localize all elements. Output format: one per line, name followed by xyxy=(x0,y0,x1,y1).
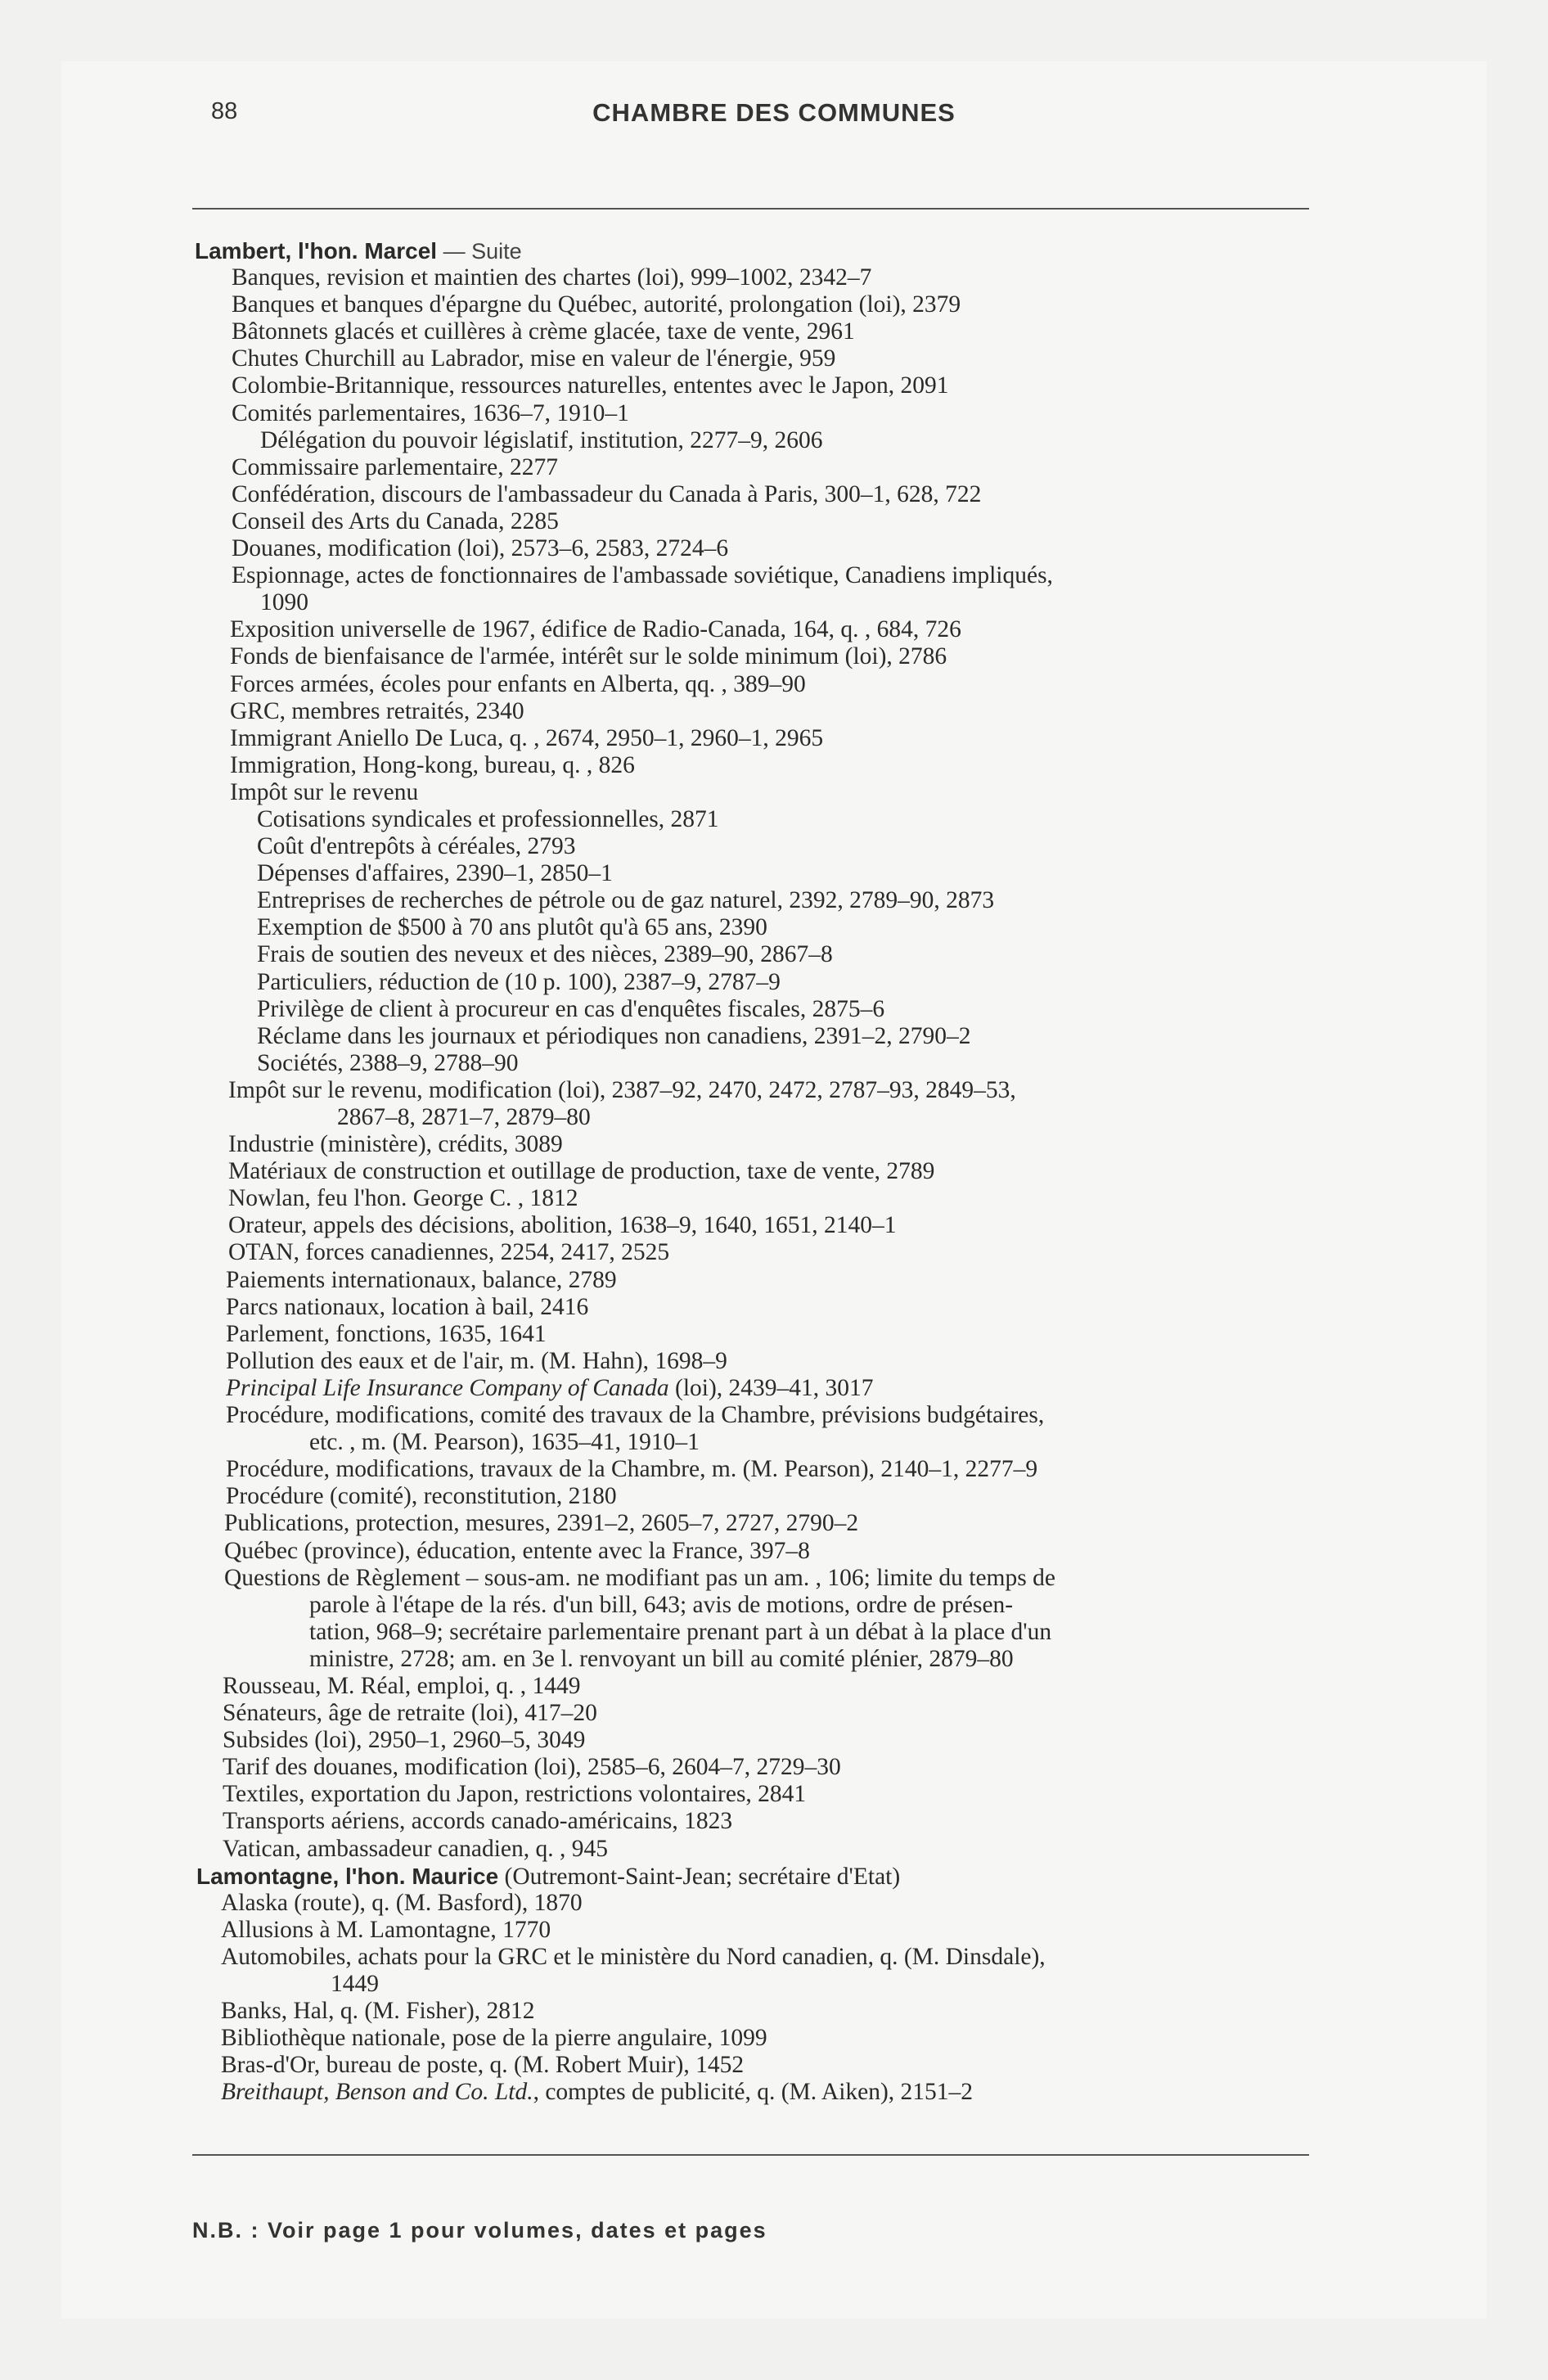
index-line: Banks, Hal, q. (M. Fisher), 2812 xyxy=(221,1998,535,2025)
index-subline: Privilège de client à procureur en cas d'enquêtes fiscales, 2875–6 xyxy=(257,995,885,1022)
entry-heading xyxy=(0,1863,1548,1890)
index-line: Paiements internationaux, balance, 2789 xyxy=(226,1266,617,1293)
index-line: Espionnage, actes de fonctionnaires de l'ambassade soviétique, Canadiens impliqués, xyxy=(232,562,1053,589)
index-line: Textiles, exportation du Japon, restrictions volontaires, 2841 xyxy=(223,1781,807,1808)
company-title-italic: Principal Life Insurance Company of Canada xyxy=(226,1374,669,1401)
index-subline: Particuliers, réduction de (10 p. 100), 2387–9, 2787–9 xyxy=(257,968,781,995)
index-continuation: tation, 968–9; secrétaire parlementaire prenant part à un débat à la place d'un xyxy=(309,1618,1052,1645)
index-subline: Frais de soutien des neveux et des nièces, 2389–90, 2867–8 xyxy=(257,941,833,968)
index-continuation: etc. , m. (M. Pearson), 1635–41, 1910–1 xyxy=(309,1429,700,1456)
index-subline: Exemption de $500 à 70 ans plutôt qu'à 65 ans, 2390 xyxy=(257,914,767,941)
index-content xyxy=(0,237,1548,2106)
index-line: Comités parlementaires, 1636–7, 1910–1 xyxy=(232,399,629,426)
index-line: Nowlan, feu l'hon. George C. , 1812 xyxy=(228,1185,578,1212)
index-line: Procédure (comité), reconstitution, 2180 xyxy=(226,1483,617,1510)
index-line: Banques et banques d'épargne du Québec, autorité, prolongation (loi), 2379 xyxy=(232,291,961,318)
index-subline: Délégation du pouvoir législatif, institution, 2277–9, 2606 xyxy=(260,426,823,453)
index-line: GRC, membres retraités, 2340 xyxy=(230,697,524,724)
index-subline: Réclame dans les journaux et périodiques non canadiens, 2391–2, 2790–2 xyxy=(257,1022,971,1049)
index-line: Questions de Règlement – sous-am. ne modifiant pas un am. , 106; limite du temps de xyxy=(224,1564,1055,1591)
index-line: Immigrant Aniello De Luca, q. , 2674, 2950–1, 2960–1, 2965 xyxy=(230,724,824,751)
index-line: Principal Life Insurance Company of Canada (loi), 2439–41, 3017 xyxy=(226,1374,874,1401)
index-line: Impôt sur le revenu xyxy=(230,778,419,805)
index-line: Bâtonnets glacés et cuillères à crème glacée, taxe de vente, 2961 xyxy=(232,318,855,345)
index-line: Banques, revision et maintien des chartes (loi), 999–1002, 2342–7 xyxy=(232,264,872,291)
index-subline: Entreprises de recherches de pétrole ou de gaz naturel, 2392, 2789–90, 2873 xyxy=(257,887,995,914)
index-line: Confédération, discours de l'ambassadeur du Canada à Paris, 300–1, 628, 722 xyxy=(232,480,982,507)
index-subline: Coût d'entrepôts à céréales, 2793 xyxy=(257,833,576,860)
index-line: Allusions à M. Lamontagne, 1770 xyxy=(221,1916,551,1943)
index-line: Vatican, ambassadeur canadien, q. , 945 xyxy=(223,1835,609,1862)
header-rule xyxy=(192,208,1309,210)
index-line: Bras-d'Or, bureau de poste, q. (M. Robert Muir), 1452 xyxy=(221,2052,745,2079)
footer-rule xyxy=(192,2154,1309,2156)
index-line: Industrie (ministère), crédits, 3089 xyxy=(228,1131,563,1158)
index-line: Parlement, fonctions, 1635, 1641 xyxy=(226,1320,547,1347)
index-line: Fonds de bienfaisance de l'armée, intérêt sur le solde minimum (loi), 2786 xyxy=(230,643,947,670)
index-line: Douanes, modification (loi), 2573–6, 2583, 2724–6 xyxy=(232,535,729,562)
index-line: Breithaupt, Benson and Co. Ltd., comptes de publicité, q. (M. Aiken), 2151–2 xyxy=(221,2079,974,2106)
index-continuation: ministre, 2728; am. en 3e l. renvoyant un bill au comité plénier, 2879–80 xyxy=(309,1645,1014,1672)
entry-name: Lambert, l'hon. Marcel xyxy=(195,238,438,264)
footer-note: N.B. : Voir page 1 pour volumes, dates et pages xyxy=(192,2218,767,2243)
index-line: Tarif des douanes, modification (loi), 2585–6, 2604–7, 2729–30 xyxy=(223,1754,841,1781)
index-line: Rousseau, M. Réal, emploi, q. , 1449 xyxy=(223,1672,581,1699)
index-subline: Dépenses d'affaires, 2390–1, 2850–1 xyxy=(257,860,613,887)
index-line: Québec (province), éducation, entente avec la France, 397–8 xyxy=(224,1537,810,1564)
index-line: OTAN, forces canadiennes, 2254, 2417, 2525 xyxy=(228,1239,670,1266)
index-line: Parcs nationaux, location à bail, 2416 xyxy=(226,1293,589,1320)
running-title: CHAMBRE DES COMMUNES xyxy=(592,98,956,127)
index-line: Immigration, Hong-kong, bureau, q. , 826 xyxy=(230,751,635,778)
index-subline: Cotisations syndicales et professionnelles, 2871 xyxy=(257,805,719,832)
index-continuation: 1449 xyxy=(331,1971,379,1997)
index-line: Orateur, appels des décisions, abolition, 1638–9, 1640, 1651, 2140–1 xyxy=(228,1212,897,1239)
index-line: Procédure, modifications, comité des travaux de la Chambre, prévisions budgétaires, xyxy=(226,1402,1045,1429)
index-line: Colombie-Britannique, ressources naturelles, ententes avec le Japon, 2091 xyxy=(232,372,949,399)
index-line: Procédure, modifications, travaux de la Chambre, m. (M. Pearson), 2140–1, 2277–9 xyxy=(226,1456,1038,1483)
index-line: Pollution des eaux et de l'air, m. (M. Hahn), 1698–9 xyxy=(226,1347,727,1374)
index-line: Sénateurs, âge de retraite (loi), 417–20 xyxy=(223,1700,597,1727)
index-line: Automobiles, achats pour la GRC et le ministère du Nord canadien, q. (M. Dinsdale), xyxy=(221,1943,1046,1970)
index-line: Chutes Churchill au Labrador, mise en valeur de l'énergie, 959 xyxy=(232,345,836,372)
index-line: Impôt sur le revenu, modification (loi), 2387–92, 2470, 2472, 2787–93, 2849–53, xyxy=(228,1076,1016,1103)
index-line: Conseil des Arts du Canada, 2285 xyxy=(232,507,559,534)
index-line: Matériaux de construction et outillage de production, taxe de vente, 2789 xyxy=(228,1158,935,1185)
index-line: Transports aériens, accords canado-américains, 1823 xyxy=(223,1808,733,1835)
entry-name: Lamontagne, l'hon. Maurice xyxy=(196,1863,499,1889)
index-continuation: parole à l'étape de la rés. d'un bill, 643; avis de motions, ordre de présen- xyxy=(309,1591,1014,1618)
entry-suite: — Suite xyxy=(437,239,522,264)
index-line: Publications, protection, mesures, 2391–2, 2605–7, 2727, 2790–2 xyxy=(224,1510,859,1537)
index-line: Subsides (loi), 2950–1, 2960–5, 3049 xyxy=(223,1727,586,1754)
entry-description: (Outremont-Saint-Jean; secrétaire d'Etat) xyxy=(498,1863,901,1890)
index-line: Commissaire parlementaire, 2277 xyxy=(232,453,558,480)
index-line: Alaska (route), q. (M. Basford), 1870 xyxy=(221,1889,583,1916)
index-continuation: 1090 xyxy=(260,589,308,616)
company-title-italic: Breithaupt, Benson and Co. Ltd. xyxy=(221,2079,533,2106)
index-continuation: 2867–8, 2871–7, 2879–80 xyxy=(337,1104,591,1130)
index-line: Forces armées, écoles pour enfants en Alberta, qq. , 389–90 xyxy=(230,670,806,697)
entry-heading xyxy=(0,237,1548,264)
page-number: 88 xyxy=(211,98,238,124)
index-line: Bibliothèque nationale, pose de la pierre angulaire, 1099 xyxy=(221,2025,767,2052)
index-line: Exposition universelle de 1967, édifice de Radio-Canada, 164, q. , 684, 726 xyxy=(230,616,961,643)
page-header xyxy=(0,98,1548,139)
index-subline: Sociétés, 2388–9, 2788–90 xyxy=(257,1049,519,1076)
